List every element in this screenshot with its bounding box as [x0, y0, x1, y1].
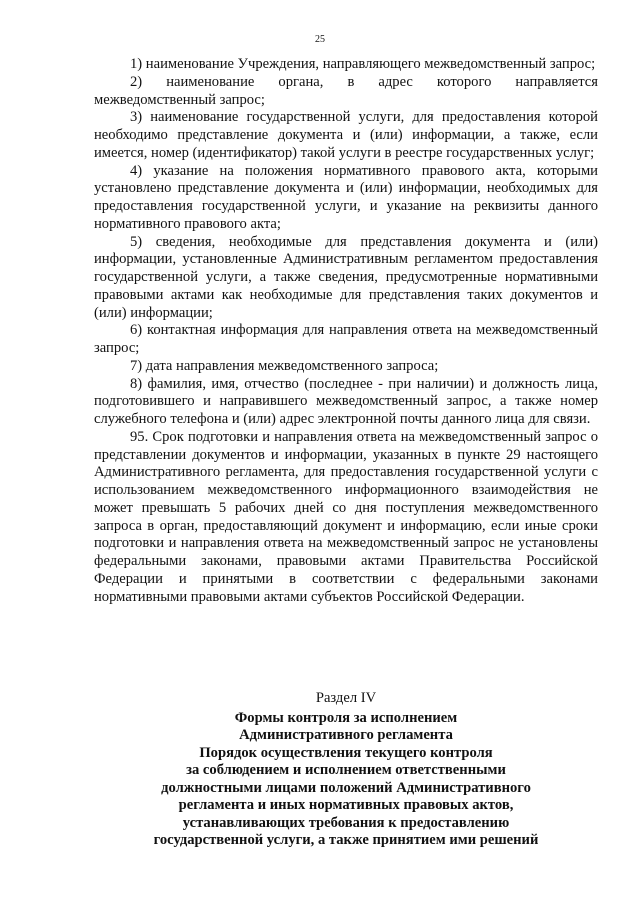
- list-item-7: 7) дата направления межведомственного запроса;: [130, 357, 439, 374]
- section-subtitle-line: должностными лицами положений Административного: [161, 779, 531, 796]
- page-number: 25: [315, 34, 325, 45]
- body-text: [94, 56, 598, 606]
- list-item-2: 2) наименование органа, в адрес которого направляется межведомственный запрос;: [94, 73, 598, 108]
- section-subtitle-line: регламента и иных нормативных правовых актов,: [178, 797, 514, 813]
- list-item-3: 3) наименование государственной услуги, для предоставления которой необходимо представление документа и (или) информации, а также, если имеется, номер (идентификатор) такой услуги в реестре государственных услуг;: [94, 109, 598, 161]
- section-heading: [94, 690, 598, 850]
- list-item-1: 1) наименование Учреждения, направляющего межведомственный запрос;: [130, 56, 596, 72]
- section-subtitle-line: за соблюдением и исполнением ответственными: [186, 762, 506, 778]
- section-subtitle-line: устанавливающих требования к предоставлению: [182, 814, 510, 831]
- list-item-4: 4) указание на положения нормативного правового акта, которыми установлено представление документа и (или) информации, необходимых для предоставления государственной услуги, и указание на реквизиты данного нормативного правового акта;: [94, 162, 598, 232]
- list-item-5: 5) сведения, необходимые для представления документа и (или) информации, установленные Административным регламентом предоставления государственной услуги, а также сведения, предусмотренные нормативными правовыми актами как необходимые для представления таких документов и (или) информации;: [94, 233, 598, 321]
- list-item-6: 6) контактная информация для направления ответа на межведомственный запрос;: [94, 322, 598, 356]
- clause-95: 95. Срок подготовки и направления ответа на межведомственный запрос о представлении документов и информации, указанных в пункте 29 настоящего Административного регламента, для предоставления государственной услуги с использованием межведомственного информационного взаимодействия не может превышать 5 рабочих дней со дня поступления межведомственного запроса в орган, предоставляющий документ и информацию, если иные сроки подготовки и направления ответа на межведомственный запрос не установлены федеральными законами, правовыми актами Правительства Российской Федерации и принятыми в соответствии с федеральными законами нормативными правовыми актами субъектов Российской Федерации.: [94, 428, 598, 605]
- section-label: Раздел IV: [315, 690, 377, 706]
- section-title-line: Формы контроля за исполнением: [234, 709, 458, 726]
- section-title-line: Административного регламента: [239, 727, 453, 743]
- list-item-8: 8) фамилия, имя, отчество (последнее - при наличии) и должность лица, подготовившего и направившего межведомственный запрос, а также номер служебного телефона и (или) адрес электронной почты данного лица для связи.: [94, 375, 598, 427]
- section-subtitle-line: государственной услуги, а также принятием ими решений: [153, 832, 539, 848]
- section-subtitle-line: Порядок осуществления текущего контроля: [199, 744, 493, 761]
